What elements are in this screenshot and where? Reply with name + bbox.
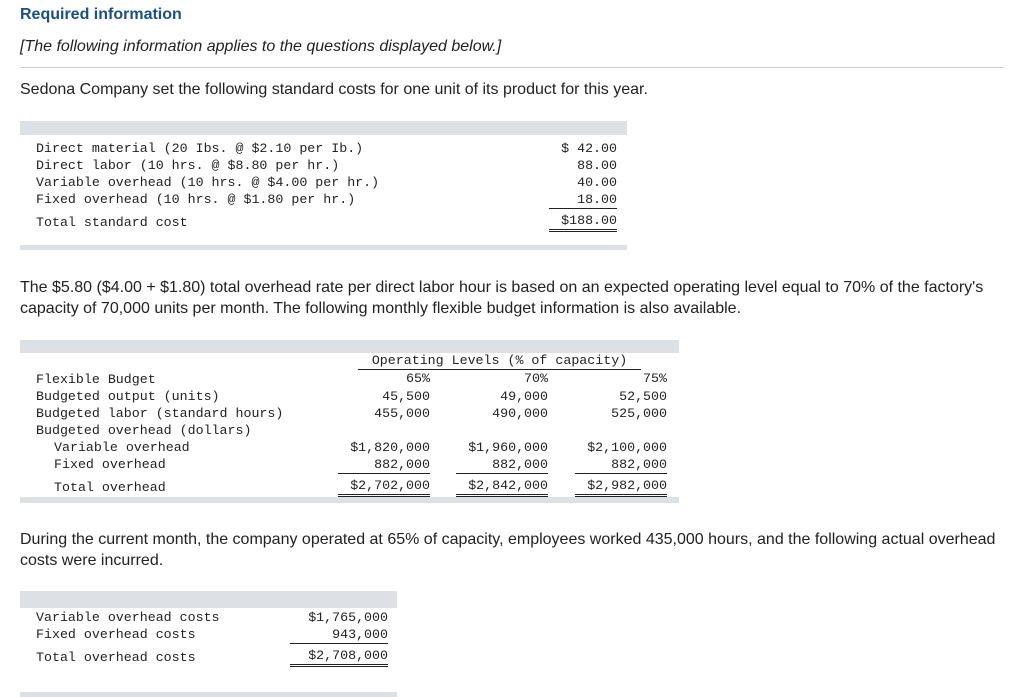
actual-row-value: $1,765,000	[308, 610, 388, 625]
required-information-heading: Required information	[20, 6, 182, 23]
actual-row-label: Variable overhead costs	[36, 610, 220, 625]
budget-value: 45,500	[382, 389, 430, 404]
budgeted-overhead-header: Budgeted overhead (dollars)	[36, 423, 252, 438]
flexible-budget-title: Flexible Budget	[36, 372, 156, 387]
budget-value: 490,000	[492, 406, 548, 421]
std-row-value: 18.00	[549, 191, 617, 209]
total-overhead-value: $2,842,000	[456, 477, 548, 497]
std-row-label: Variable overhead (10 hrs. @ $4.00 per hr.)	[36, 175, 380, 190]
std-row-label: Direct material (20 Ibs. @ $2.10 per Ib.)	[36, 141, 364, 156]
level-header: 70%	[524, 371, 548, 386]
fixed-overhead-value: 882,000	[575, 456, 667, 474]
total-overhead-label: Total overhead	[54, 480, 166, 495]
total-overhead-value: $2,982,000	[575, 477, 667, 497]
flexible-budget-table	[20, 340, 679, 503]
budget-value: 455,000	[374, 406, 430, 421]
std-row-value: 40.00	[577, 175, 617, 190]
actual-total-value: $2,708,000	[290, 647, 388, 667]
std-row-label: Direct labor (10 hrs. @ $8.80 per hr.)	[36, 158, 340, 173]
budget-row-label: Budgeted output (units)	[36, 389, 220, 404]
variable-overhead-label: Variable overhead	[54, 440, 190, 455]
intro-paragraph: Sedona Company set the following standard costs for one unit of its product for this year.	[20, 81, 648, 98]
budget-value: 49,000	[500, 389, 548, 404]
fixed-overhead-label: Fixed overhead	[54, 457, 166, 472]
std-total-label: Total standard cost	[36, 215, 188, 230]
overhead-rate-paragraph: The $5.80 ($4.00 + $1.80) total overhead rate per direct labor hour is based on an expected operating level equal to 70% of the factory's capacity of 70,000 units per month. The following monthly flexible budget information is also available.	[20, 279, 984, 317]
budget-row-label: Budgeted labor (standard hours)	[36, 406, 284, 421]
actual-costs-table	[20, 591, 397, 697]
std-row-value: 88.00	[577, 158, 617, 173]
variable-overhead-value: $2,100,000	[587, 440, 667, 455]
fixed-overhead-value: 882,000	[456, 456, 548, 474]
standard-cost-table	[20, 121, 627, 250]
actual-row-value: 943,000	[290, 626, 388, 644]
instruction-note: [The following information applies to the questions displayed below.]	[20, 38, 502, 55]
variable-overhead-value: $1,960,000	[468, 440, 548, 455]
std-total-value: $188.00	[549, 212, 617, 232]
level-header: 65%	[406, 371, 430, 386]
operating-levels-header: Operating Levels (% of capacity)	[358, 352, 641, 370]
budget-value: 525,000	[611, 406, 667, 421]
divider	[20, 67, 1004, 68]
actual-row-label: Fixed overhead costs	[36, 627, 196, 642]
level-header: 75%	[643, 371, 667, 386]
std-row-value: $ 42.00	[561, 141, 617, 156]
actual-total-label: Total overhead costs	[36, 650, 196, 665]
fixed-overhead-value: 882,000	[338, 456, 430, 474]
total-overhead-value: $2,702,000	[338, 477, 430, 497]
variable-overhead-value: $1,820,000	[350, 440, 430, 455]
std-row-label: Fixed overhead (10 hrs. @ $1.80 per hr.)	[36, 192, 356, 207]
current-month-paragraph: During the current month, the company operated at 65% of capacity, employees worked 435,000 hours, and the following actual overhead costs were incurred.	[20, 531, 996, 569]
budget-value: 52,500	[619, 389, 667, 404]
